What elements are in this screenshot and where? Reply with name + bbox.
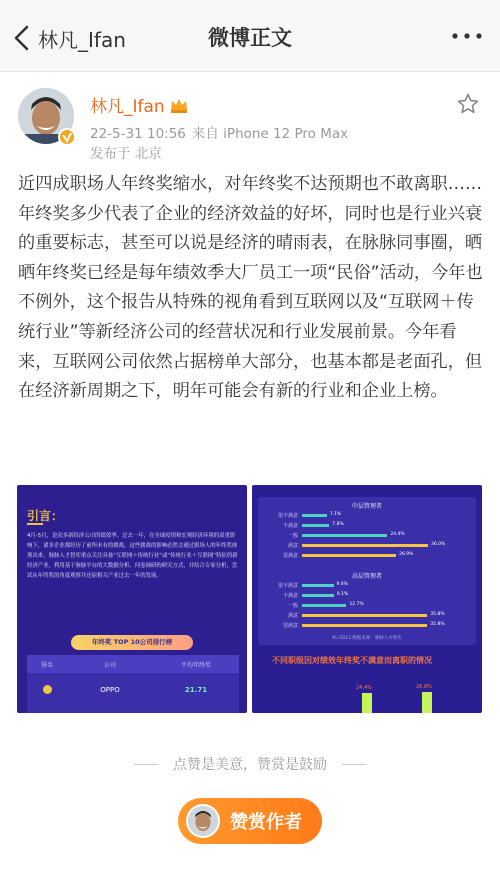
post-image-1[interactable] [17,485,247,713]
crown-icon [169,96,189,114]
slogan-text: 点赞是美意，赞赏是鼓励 [173,757,327,773]
reward-author-button[interactable] [178,798,322,844]
divider-right [342,764,366,765]
bar [302,544,428,547]
chart1-title: 中层管理者 [351,503,382,510]
bottom-chart-title: 不同职级因对绩效年终奖不满意而离职的情况 [272,656,432,665]
star-icon[interactable] [456,92,480,116]
bar-value: 7.8% [332,522,344,527]
satisfaction-chart [258,497,476,645]
medal-icon [43,685,52,694]
bar-value: 26.9% [399,552,414,557]
rank-title: 年终奖 TOP 10公司排行榜 [71,635,193,650]
bar-label: 满意 [287,543,298,549]
chart-note: N=5013 数据来源：脉脉人才智库 [332,636,402,641]
author-name-row [90,92,189,117]
rank-table-header [27,655,239,673]
bar-value: 9.1% [336,592,349,597]
bar [302,594,334,597]
reward-avatar [186,804,220,838]
bar-label: 很满意 [282,623,298,629]
back-label: 林凡_Ifan [38,27,126,52]
slogan-row [0,754,500,774]
bar-value: 36.0% [431,542,446,547]
page-title: 微博正文 [208,26,292,50]
rank-table [27,655,239,713]
post-meta [90,122,348,142]
col-avg: 平均年终奖 [180,661,211,669]
bar [302,514,327,517]
col-company: 公司 [103,661,116,669]
mini-bar-value: 24.4% [356,685,372,692]
author-header [0,72,500,164]
bar-value: 9.0% [336,582,348,587]
rank-medal-cell [27,685,67,696]
mini-bar-value: 26.8% [416,683,432,690]
bar [302,604,346,607]
bar [302,584,334,587]
author-name[interactable]: 林凡_Ifan [90,97,165,117]
bar-label: 不满意 [282,593,298,599]
bar-label: 一般 [287,533,298,539]
bar-value: 35.8% [430,622,445,627]
bar [302,614,427,617]
verified-badge-icon [58,128,76,146]
post-source: 来自 iPhone 12 Pro Max [191,126,349,142]
bar-label: 很不满意 [277,513,298,519]
avatar-photo [188,806,218,836]
row-value: 21.71 [184,686,208,694]
bar [302,534,387,537]
bar [302,624,427,627]
post-text: 近四成职场人年终奖缩水，对年终奖不达预期也不敢离职……年终奖多少代表了企业的经济效益的好坏，同时也是行业兴衰的重要标志，甚至可以说是经济的晴雨表，在脉脉同事圈，晒晒年终奖已经是每年绩效季大厂员工一项“民俗”活动，今年也不例外，这个报告从特殊的视角看到互联网以及“互联网＋传统行业”等新经济公司的经营状况和行业发展前景。今年看来，互联网公司依然占据榜单大部分，也基本都是老面孔，但在经济新周期之下，明年可能会有新的行业和企业上榜。 [18,174,483,402]
more-dots-icon[interactable] [450,24,484,48]
bar [302,554,396,557]
post-time: 22-5-31 10:56 [90,126,186,142]
bar-value: 7.1% [329,512,342,517]
top-nav-bar [0,0,500,72]
bar [302,524,329,527]
mini-bar [362,693,372,713]
post-image-2[interactable] [252,485,482,713]
chart2-title: 高层管理者 [351,573,382,580]
bar-value: 35.8% [430,612,445,617]
reward-label: 赞赏作者 [230,812,302,833]
bar-label: 一般 [287,603,298,609]
table-row [27,681,239,699]
bar-label: 很不满意 [277,583,298,589]
intro-underline [27,523,43,525]
intro-text: 4月-5月，是众多新经济公司的绩效季。过去一年，在全球疫情和宏观经济环境的双重影响下，诸多企业都经历了前所未有的挑战，这些挑战的影响必然会通过职场人的年终奖体现出来。脉脉人才智库重点关注具备“互联网＋传统行业”或“传统行业＋互联网”特征的新经济产业，利用基于脉脉平台的大数据分析、问卷调研的研究方式，并结合专家分析，尝试从年终奖的角度观察并还原相关产业过去一年的发展。 [27,533,238,579]
mini-bar [422,692,432,713]
intro-title: 引言： [27,509,64,523]
bottom-chart [272,681,472,713]
bar-value: 24.4% [390,532,405,537]
bar-label: 满意 [287,613,298,619]
post-location: 发布于 北京 [90,146,162,162]
row-company: OPPO [100,686,120,694]
bar-label: 不满意 [282,523,298,529]
bar-label: 很满意 [282,553,298,559]
col-rank: 排名 [40,661,53,669]
bar-value: 12.7% [349,602,364,607]
